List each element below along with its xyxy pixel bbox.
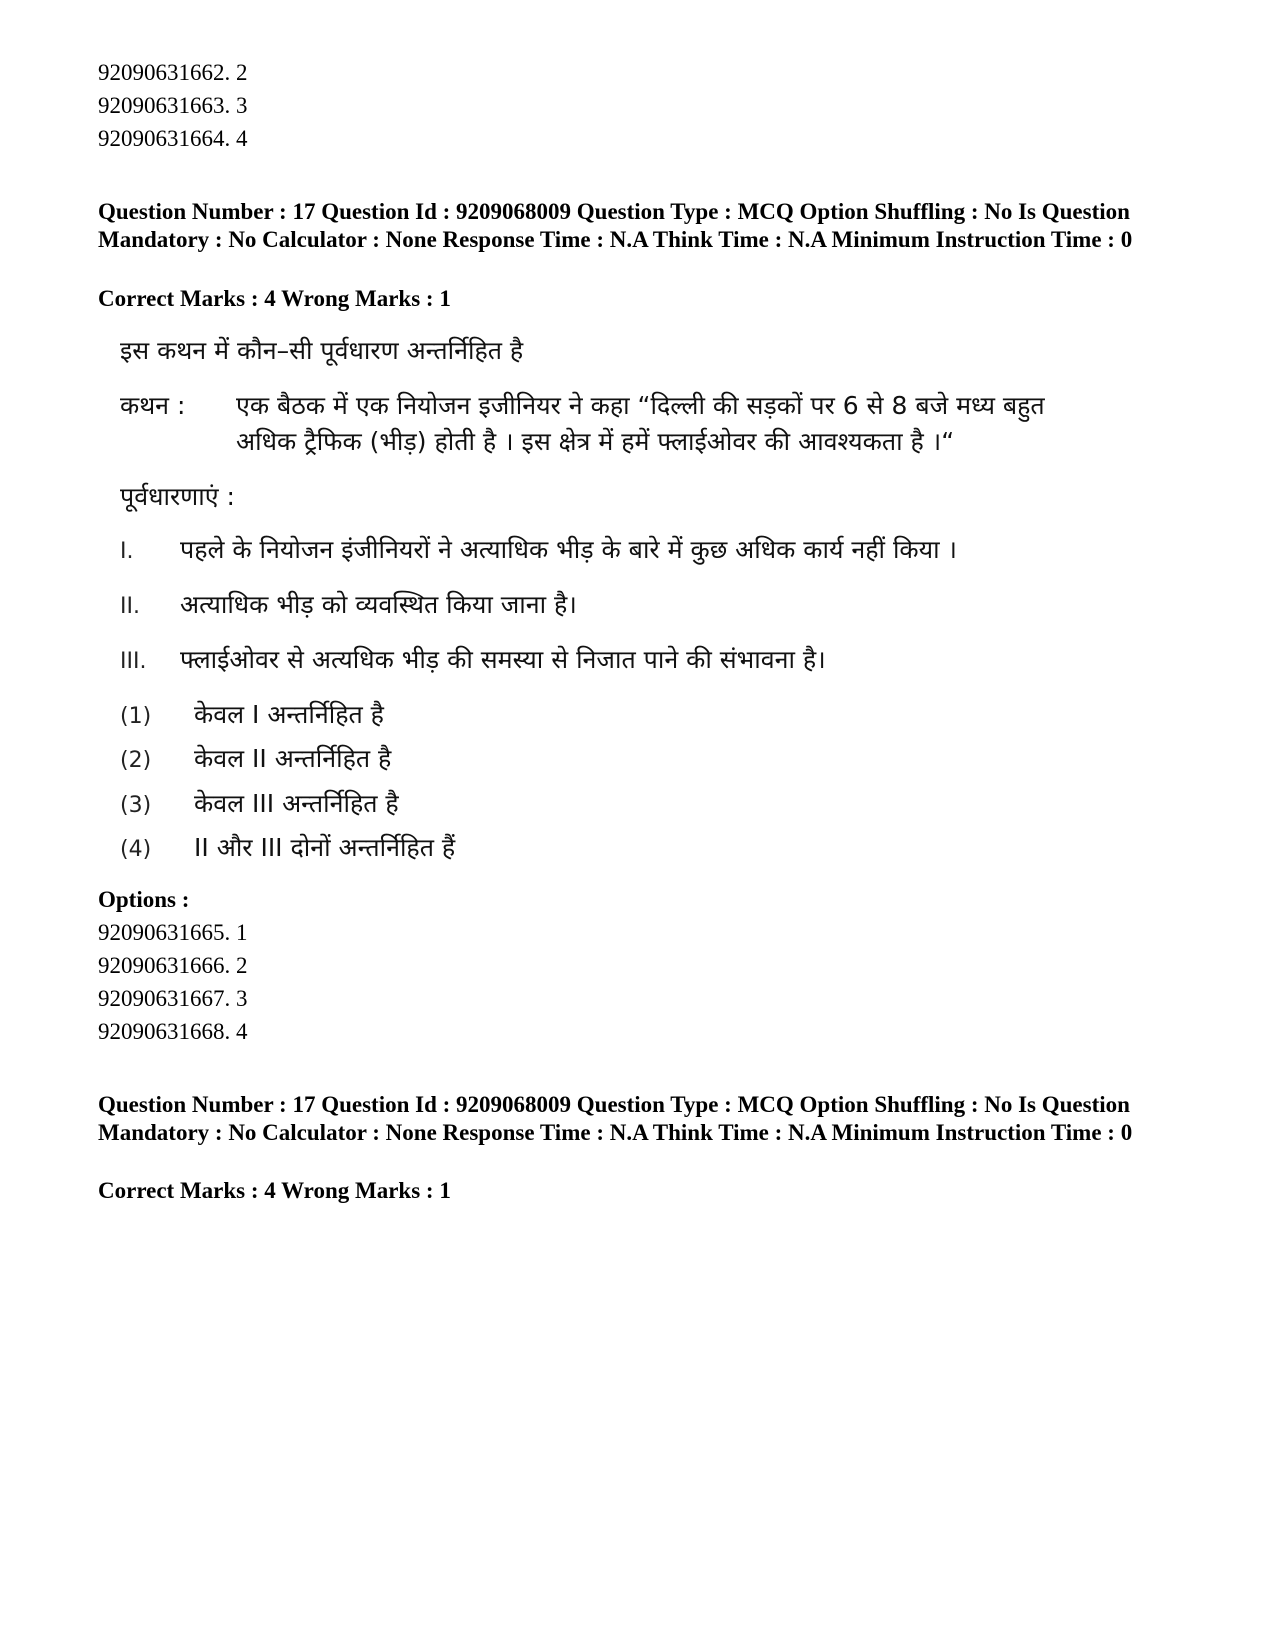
option-line: 92090631666. 2 (98, 953, 248, 978)
option-line: 92090631667. 3 (98, 986, 248, 1011)
option-line: 92090631664. 4 (98, 126, 248, 151)
choice-text: केवल III अन्तर्निहित है (194, 789, 399, 818)
options-label: Options : (98, 887, 190, 912)
option-line: 92090631662. 2 (98, 60, 248, 85)
statement-label: कथन : (120, 391, 186, 420)
choice-number: (1) (120, 704, 152, 729)
choice-number: (4) (120, 837, 152, 862)
option-line: 92090631668. 4 (98, 1019, 248, 1044)
assumptions-heading: पूर्वधारणाएं : (120, 482, 235, 511)
assumption-text: फ्लाईओवर से अत्यधिक भीड़ की समस्या से निजात पाने की संभावना है। (180, 645, 826, 674)
question-prompt: इस कथन में कौन–सी पूर्वधारण अन्तर्निहित है (120, 336, 524, 365)
choice-number: (3) (120, 793, 152, 818)
question-meta: Question Number : 17 Question Id : 9209068009 Question Type : MCQ Option Shuffling : No Is Question Mandatory : No Calculator : None Response Time : N.A Think Time : N.A Minimum Instruction Time : 0 (98, 199, 1133, 252)
option-line: 92090631665. 1 (98, 920, 248, 945)
choice-text: केवल II अन्तर्निहित है (194, 744, 392, 773)
assumption-number: III. (120, 649, 147, 674)
choice-text: II और III दोनों अन्तर्निहित हैं (194, 833, 456, 862)
assumption-number: II. (120, 594, 140, 619)
choice-number: (2) (120, 748, 152, 773)
assumption-number: I. (120, 539, 134, 564)
assumption-text: अत्याधिक भीड़ को व्यवस्थित किया जाना है। (180, 590, 577, 619)
question-meta: Question Number : 17 Question Id : 9209068009 Question Type : MCQ Option Shuffling : No Is Question Mandatory : No Calculator : None Response Time : N.A Think Time : N.A Minimum Instruction Time : 0 (98, 1092, 1133, 1145)
question-marks: Correct Marks : 4 Wrong Marks : 1 (98, 1178, 451, 1203)
option-line: 92090631663. 3 (98, 93, 248, 118)
choice-text: केवल I अन्तर्निहित है (194, 700, 384, 729)
assumption-text: पहले के नियोजन इंजीनियरों ने अत्याधिक भीड़ के बारे में कुछ अधिक कार्य नहीं किया । (180, 535, 958, 564)
question-marks: Correct Marks : 4 Wrong Marks : 1 (98, 286, 451, 311)
statement-text: एक बैठक में एक नियोजन इजीनियर ने कहा “दिल्ली की सड़कों पर 6 से 8 बजे मध्य बहुत अधिक ट्रैफिक (भीड़) होती है । इस क्षेत्र में हमें फ्लाईओवर की आवश्यकता है ।“ (236, 391, 1045, 456)
